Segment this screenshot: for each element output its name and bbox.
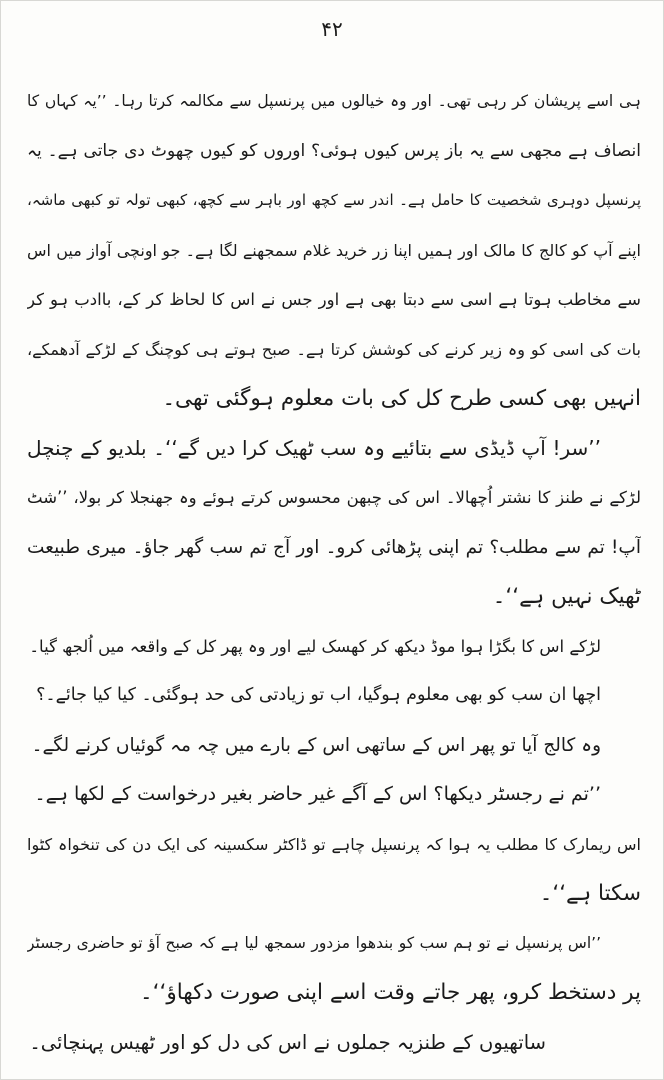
text-line: ٹھیک نہیں ہے‘‘۔ [492, 584, 641, 609]
page-number: ۴۲ [321, 17, 343, 41]
text-line: پرنسپل دوہری شخصیت کا حامل ہے۔ اندر سے کچھ اور باہر سے کچھ، کبھی تولہ تو کبھی ماشہ، [27, 191, 641, 209]
urdu-text-body [27, 77, 641, 1067]
text-line: پر دستخط کرو، پھر جاتے وقت اسے اپنی صورت دکھاؤ‘‘۔ [140, 980, 641, 1005]
text-line: اس ریمارک کا مطلب یہ ہوا کہ پرنسپل چاہے تو ڈاکٹر سکسینہ کی ایک دن کی تنخواہ کٹوا [27, 834, 641, 854]
text-line: ’’تم نے رجسٹر دیکھا؟ اس کے آگے غیر حاضر بغیر درخواست کے لکھا ہے۔ [34, 783, 601, 805]
text-line: آپ! تم سے مطلب؟ تم اپنی پڑھائی کرو۔ اور آج تم سب گھر جاؤ۔ میری طبیعت [27, 536, 641, 558]
text-line: سے مخاطب ہوتا ہے اسی سے دبتا بھی ہے اور جس نے اس کا لحاظ کر کے، باادب ہو کر [27, 290, 641, 309]
text-line: لڑکے نے طنز کا نشتر اُچھالا۔ اس کی چبھن محسوس کرتے ہوئے وہ جھنجلا کر بولا، ’’شٹ [27, 488, 641, 507]
text-line: ’’سر! آپ ڈیڈی سے بتائیے وہ سب ٹھیک کرا دیں گے‘‘۔ بلدیو کے چنچل [27, 435, 601, 460]
text-line: اچھا ان سب کو بھی معلوم ہوگیا، اب تو زیادتی کی حد ہوگئی۔ کیا کیا جائے۔؟ [36, 685, 601, 705]
text-line: اپنے آپ کو کالج کا مالک اور ہمیں اپنا زر خرید غلام سمجھنے لگا ہے۔ جو اونچی آواز میں اس [27, 240, 641, 260]
text-line: لڑکے اس کا بگڑا ہوا موڈ دیکھ کر کھسک لیے اور وہ پھر کل کے واقعہ میں اُلجھ گیا۔ [29, 636, 601, 656]
text-line: وہ کالج آیا تو پھر اس کے ساتھی اس کے بارے میں چہ مہ گوئیاں کرنے لگے۔ [31, 734, 601, 756]
text-line: بات کی اسی کو وہ زیر کرنے کی کوشش کرتا ہے۔ صبح ہوتے ہی کوچنگ کے لڑکے آدھمکے، [27, 339, 641, 359]
text-line: ’’اس پرنسپل نے تو ہم سب کو بندھوا مزدور سمجھ لیا ہے کہ صبح آؤ تو حاضری رجسٹر [27, 933, 601, 952]
text-line: انہیں بھی کسی طرح کل کی بات معلوم ہوگئی تھی۔ [162, 386, 641, 411]
text-line: انصاف ہے مجھی سے یہ باز پرس کیوں ہوئی؟ اوروں کو کیوں چھوٹ دی جاتی ہے۔ یہ [27, 140, 641, 161]
text-line: سکتا ہے‘‘۔ [539, 881, 641, 906]
text-line: ساتھیوں کے طنزیہ جملوں نے اس کی دل کو اور ٹھیس پہنچائی۔ [29, 1030, 546, 1054]
text-line: ہی اسے پریشان کر رہی تھی۔ اور وہ خیالوں میں پرنسپل سے مکالمہ کرتا رہا۔ ’’یہ کہاں کا [27, 92, 641, 110]
